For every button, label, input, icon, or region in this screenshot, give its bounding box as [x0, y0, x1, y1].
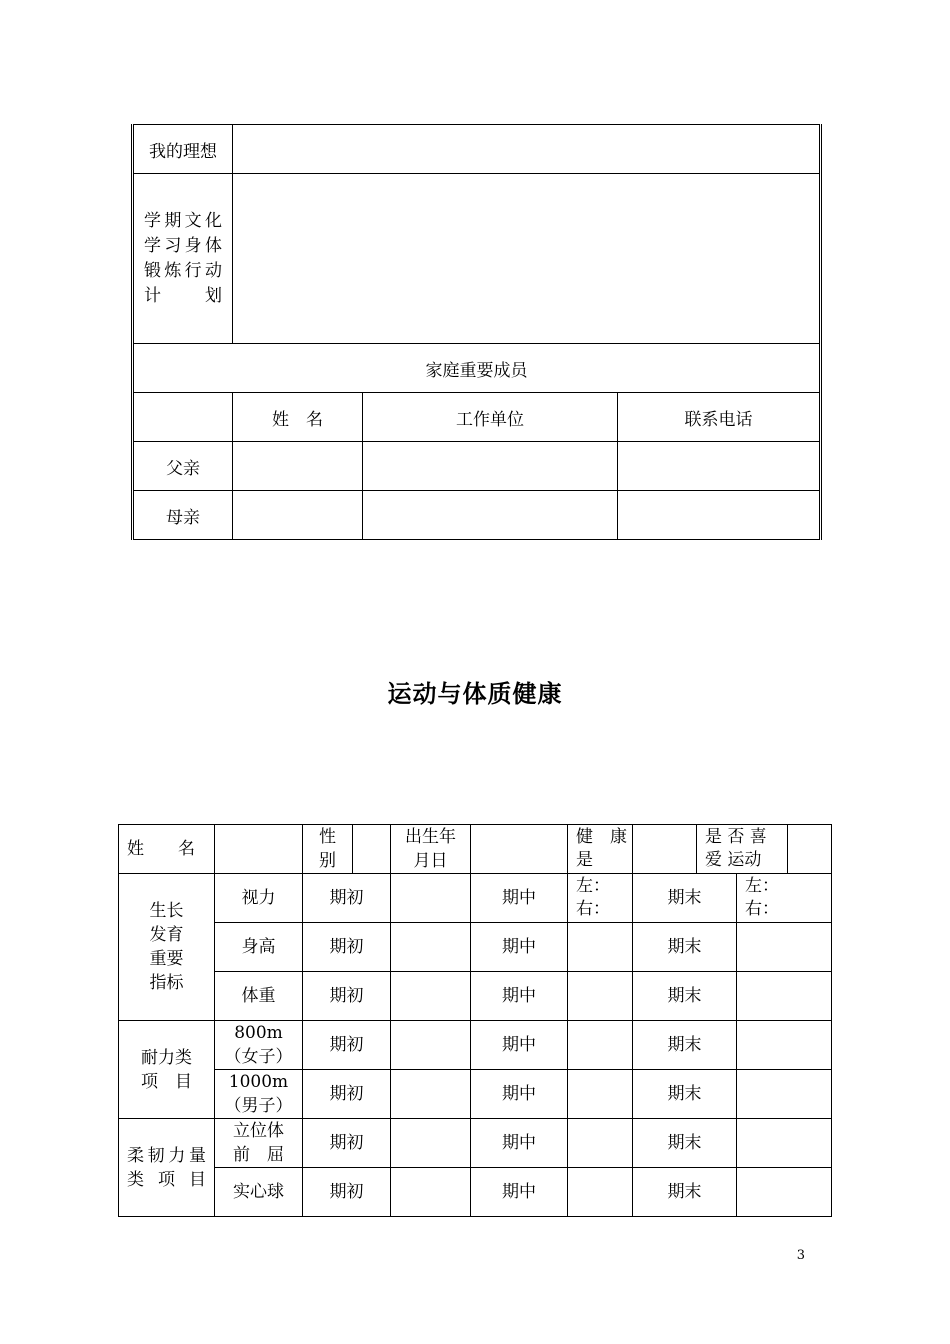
ball-mid-value[interactable] — [568, 1168, 633, 1217]
name-value[interactable] — [215, 825, 303, 874]
vision-start-value[interactable] — [391, 874, 471, 923]
header-gender: 性 别 — [303, 825, 353, 874]
run1000-end-value[interactable] — [737, 1070, 832, 1119]
item-medicine-ball: 实心球 — [215, 1168, 303, 1217]
health-value[interactable] — [633, 825, 697, 874]
height-start-value[interactable] — [391, 923, 471, 972]
page-number: 3 — [796, 1248, 805, 1263]
reach-end-label: 期末 — [633, 1119, 737, 1168]
birth-value[interactable] — [471, 825, 568, 874]
item-sit-and-reach: 立位体 前 屈 — [215, 1119, 303, 1168]
fitness-table — [118, 824, 832, 1217]
reach-start-value[interactable] — [391, 1119, 471, 1168]
header-name: 姓 名 — [119, 825, 215, 874]
row-mother: 母亲 — [133, 491, 233, 540]
column-phone: 联系电话 — [618, 393, 821, 442]
run800-start-value[interactable] — [391, 1021, 471, 1070]
mother-name-cell[interactable] — [233, 491, 363, 540]
ball-end-value[interactable] — [737, 1168, 832, 1217]
family-header: 家庭重要成员 — [133, 344, 821, 393]
height-end-label: 期末 — [633, 923, 737, 972]
ball-start-value[interactable] — [391, 1168, 471, 1217]
plan-label: 学期文化 学习身体 锻炼行动 计 划 — [133, 174, 233, 344]
height-start-label: 期初 — [303, 923, 391, 972]
father-name-cell[interactable] — [233, 442, 363, 491]
run1000-end-label: 期末 — [633, 1070, 737, 1119]
like-sports-value[interactable] — [788, 825, 832, 874]
run800-end-value[interactable] — [737, 1021, 832, 1070]
item-vision: 视力 — [215, 874, 303, 923]
item-height: 身高 — [215, 923, 303, 972]
run800-mid-label: 期中 — [471, 1021, 568, 1070]
run1000-start-value[interactable] — [391, 1070, 471, 1119]
vision-mid-label: 期中 — [471, 874, 568, 923]
mother-work-cell[interactable] — [363, 491, 618, 540]
vision-end-label: 期末 — [633, 874, 737, 923]
item-run-1000: 1000m （男子） — [215, 1070, 303, 1119]
vision-mid-value[interactable]: 左： 右： — [568, 874, 633, 923]
gender-value[interactable] — [353, 825, 391, 874]
group-flexibility-strength: 柔韧力量 类 项 目 — [119, 1119, 215, 1217]
plan-value[interactable] — [233, 174, 821, 344]
father-work-cell[interactable] — [363, 442, 618, 491]
ball-mid-label: 期中 — [471, 1168, 568, 1217]
column-work-unit: 工作单位 — [363, 393, 618, 442]
group-growth: 生长 发育 重要 指标 — [119, 874, 215, 1021]
reach-mid-label: 期中 — [471, 1119, 568, 1168]
ideal-value[interactable] — [233, 125, 821, 174]
weight-mid-value[interactable] — [568, 972, 633, 1021]
ball-start-label: 期初 — [303, 1168, 391, 1217]
run800-start-label: 期初 — [303, 1021, 391, 1070]
run800-end-label: 期末 — [633, 1021, 737, 1070]
header-birth: 出生年 月日 — [391, 825, 471, 874]
ball-end-label: 期末 — [633, 1168, 737, 1217]
run1000-mid-label: 期中 — [471, 1070, 568, 1119]
height-mid-label: 期中 — [471, 923, 568, 972]
header-like-sports: 是 否 喜 爱 运动 — [697, 825, 788, 874]
run1000-start-label: 期初 — [303, 1070, 391, 1119]
personal-plan-table — [131, 124, 822, 540]
family-corner-cell — [133, 393, 233, 442]
column-name: 姓 名 — [233, 393, 363, 442]
weight-end-label: 期末 — [633, 972, 737, 1021]
weight-end-value[interactable] — [737, 972, 832, 1021]
weight-start-value[interactable] — [391, 972, 471, 1021]
reach-mid-value[interactable] — [568, 1119, 633, 1168]
mother-phone-cell[interactable] — [618, 491, 821, 540]
weight-start-label: 期初 — [303, 972, 391, 1021]
row-father: 父亲 — [133, 442, 233, 491]
height-end-value[interactable] — [737, 923, 832, 972]
reach-end-value[interactable] — [737, 1119, 832, 1168]
item-run-800: 800m （女子） — [215, 1021, 303, 1070]
vision-start-label: 期初 — [303, 874, 391, 923]
vision-end-value[interactable]: 左： 右： — [737, 874, 832, 923]
header-health: 健 康 是 — [568, 825, 633, 874]
ideal-label: 我的理想 — [133, 125, 233, 174]
weight-mid-label: 期中 — [471, 972, 568, 1021]
height-mid-value[interactable] — [568, 923, 633, 972]
run1000-mid-value[interactable] — [568, 1070, 633, 1119]
run800-mid-value[interactable] — [568, 1021, 633, 1070]
section-title: 运动与体质健康 — [387, 679, 563, 708]
reach-start-label: 期初 — [303, 1119, 391, 1168]
item-weight: 体重 — [215, 972, 303, 1021]
father-phone-cell[interactable] — [618, 442, 821, 491]
group-endurance: 耐力类 项 目 — [119, 1021, 215, 1119]
